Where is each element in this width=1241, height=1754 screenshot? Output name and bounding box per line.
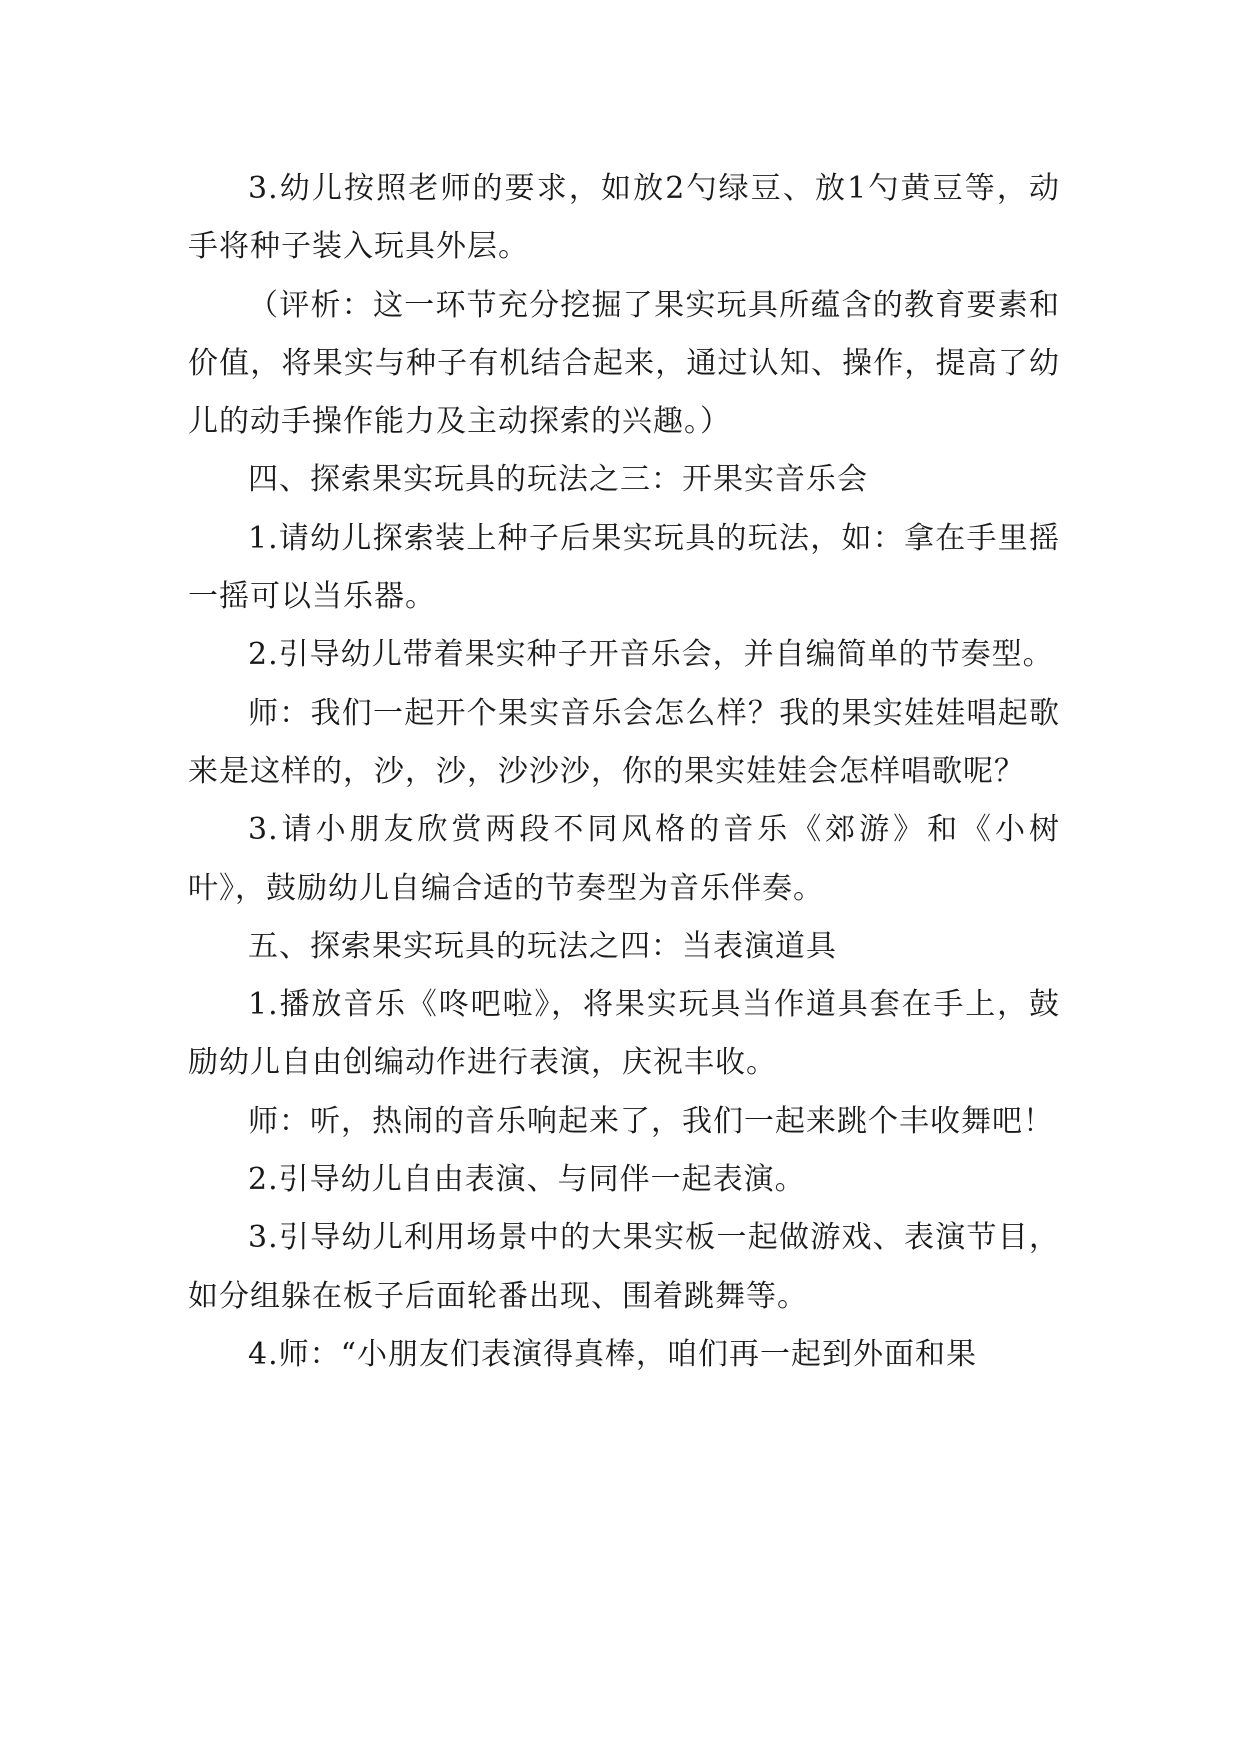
paragraph-step-3-music: 3.请小朋友欣赏两段不同风格的音乐《郊游》和《小树叶》，鼓励幼儿自编合适的节奏型为音乐伴奏。 [188,812,1060,906]
paragraph-evaluation: （评析：这一环节充分挖掘了果实玩具所蕴含的教育要素和价值，将果实与种子有机结合起来，通过认知、操作，提高了幼儿的动手操作能力及主动探索的兴趣。） [188,287,1060,440]
paragraph-step-3-seeds: 3.幼儿按照老师的要求，如放2勺绿豆、放1勺黄豆等，动手将种子装入玩具外层。 [188,171,1060,265]
paragraph-teacher-concert: 师：我们一起开个果实音乐会怎么样？我的果实娃娃唱起歌来是这样的，沙，沙，沙沙沙，你的果实娃娃会怎样唱歌呢？ [188,695,1060,789]
paragraph-teacher-dance: 师：听，热闹的音乐响起来了，我们一起来跳个丰收舞吧！ [248,1103,1054,1139]
paragraph-step-1-perform: 1.播放音乐《咚吧啦》，将果实玩具当作道具套在手上，鼓励幼儿自由创编动作进行表演，庆祝丰收。 [188,987,1060,1081]
paragraph-step-4-teacher: 4.师：“小朋友们表演得真棒，咱们再一起到外面和果 [248,1336,977,1372]
paragraph-step-2-perform: 2.引导幼儿自由表演、与同伴一起表演。 [248,1162,806,1198]
paragraph-step-3-games: 3.引导幼儿利用场景中的大果实板一起做游戏、表演节目，如分组躲在板子后面轮番出现、围着跳舞等。 [188,1220,1060,1314]
paragraph-step-1-explore: 1.请幼儿探索装上种子后果实玩具的玩法，如：拿在手里摇一摇可以当乐器。 [188,520,1060,615]
document-body [188,160,1060,1384]
section-heading-5: 五、探索果实玩具的玩法之四：当表演道具 [248,928,837,964]
section-heading-4: 四、探索果实玩具的玩法之三：开果实音乐会 [248,462,868,498]
paragraph-step-2-concert: 2.引导幼儿带着果实种子开音乐会，并自编简单的节奏型。 [248,637,1054,673]
